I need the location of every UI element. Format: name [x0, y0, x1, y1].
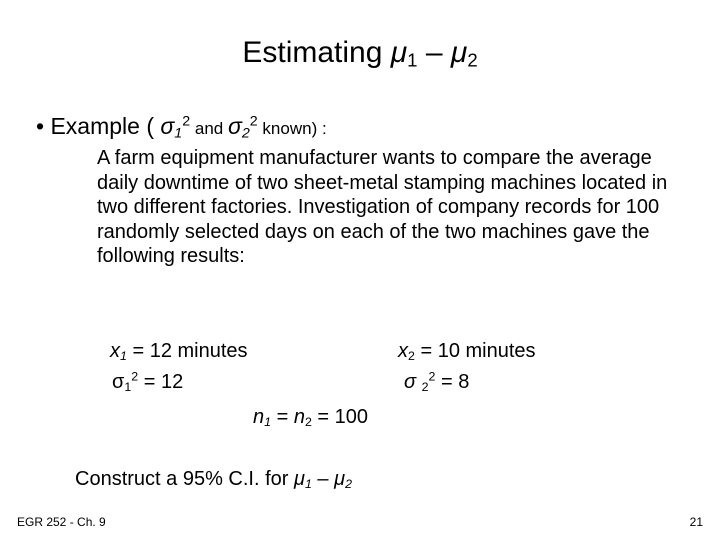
task-dash: –	[311, 468, 335, 490]
given-x2-sub: 2	[408, 349, 415, 364]
bullet-example	[36, 113, 327, 140]
title-prefix: Estimating	[242, 36, 391, 69]
given-sigma1	[112, 371, 183, 394]
given-n1-sub: 1	[264, 415, 272, 430]
given-x2-value: = 10 minutes	[414, 340, 536, 362]
footer-course-label: EGR 252 - Ch. 9	[17, 515, 106, 529]
given-n-eq: =	[271, 406, 294, 428]
task-sub-2: 2	[345, 477, 352, 492]
given-sigma1-value: = 12	[138, 371, 184, 393]
given-x2-var: x	[398, 340, 408, 362]
given-n2-var: n	[293, 406, 305, 428]
bullet-sub-2: 2	[241, 125, 250, 142]
title-sub-1: 1	[407, 49, 418, 71]
task-mu-1: μ	[293, 468, 305, 490]
given-sigma2-value: = 8	[435, 371, 470, 393]
bullet-sup-1: 2	[182, 113, 191, 130]
task-sub-1: 1	[304, 477, 312, 492]
given-x1-var: x	[110, 340, 120, 362]
task-mu-2: μ	[334, 468, 346, 490]
given-sigma2	[404, 371, 469, 394]
bullet-lead: Example (	[50, 113, 154, 139]
title-mu-2: μ	[450, 36, 468, 69]
footer-page-number: 21	[689, 515, 703, 529]
given-sigma2-sup: 2	[428, 369, 436, 384]
bullet-known: known) :	[257, 119, 327, 138]
given-x1-value: = 12 minutes	[126, 340, 248, 362]
given-sigma2-sub: 2	[421, 380, 429, 395]
bullet-sigma-1: σ	[160, 113, 175, 139]
title-dash: –	[417, 36, 451, 69]
given-sigma1-sub: 1	[124, 380, 132, 395]
bullet-and: and	[190, 119, 228, 138]
bullet-sup-2: 2	[249, 113, 258, 130]
task-statement	[75, 468, 352, 491]
bullet-marker: •	[36, 113, 45, 139]
title-mu-1: μ	[390, 36, 408, 69]
given-sigma1-sup: 2	[131, 369, 139, 384]
given-x2	[398, 340, 536, 363]
given-sigma1-var: σ	[112, 371, 125, 393]
task-lead: Construct a 95% C.I. for	[75, 468, 294, 490]
given-n2-sub: 2	[304, 415, 312, 430]
bullet-sigma-2: σ	[227, 113, 242, 139]
given-n1-var: n	[253, 406, 265, 428]
problem-statement: A farm equipment manufacturer wants to compare the average daily downtime of two sheet-metal stamping machines located in two different factories. Investigation of company records for 100 randomly selected days on each of the two machines gave the following results:	[97, 147, 668, 268]
given-x1	[110, 340, 248, 363]
given-n-value: = 100	[311, 406, 369, 428]
given-x1-sub: 1	[120, 349, 127, 364]
slide-title	[0, 36, 720, 70]
bullet-sub-1: 1	[174, 125, 183, 142]
title-sub-2: 2	[467, 49, 478, 71]
given-sample-sizes	[253, 406, 368, 429]
given-sigma2-var: σ	[404, 371, 417, 393]
